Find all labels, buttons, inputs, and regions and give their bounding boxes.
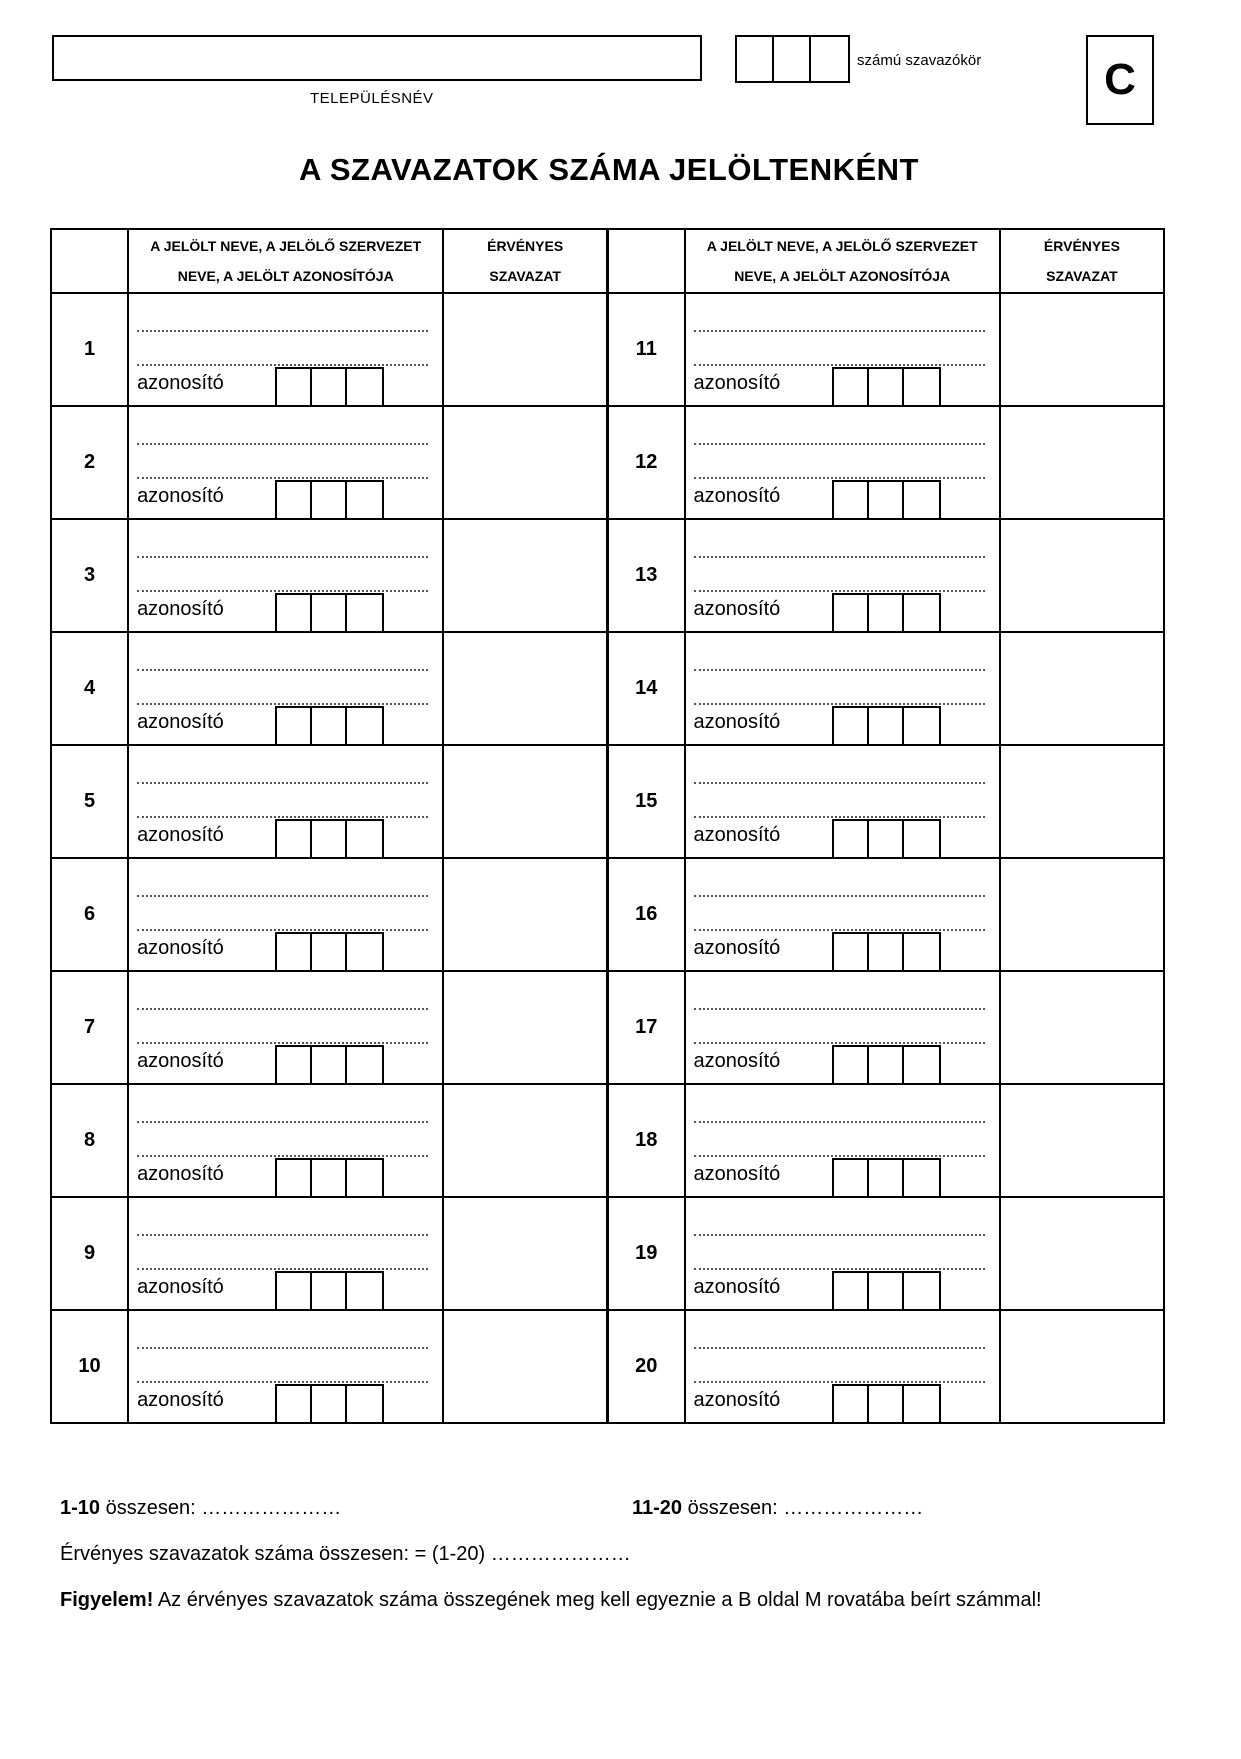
id-digit-box[interactable] [277,821,312,857]
valid-votes-cell[interactable] [443,1197,607,1310]
candidate-id-boxes[interactable] [275,819,384,857]
id-digit-box[interactable] [834,1273,869,1309]
valid-votes-cell[interactable] [443,971,607,1084]
candidate-number: 15 [607,745,684,858]
header-name-line1: A JELÖLT NEVE, A JELÖLŐ SZERVEZET [150,238,422,254]
candidate-number: 9 [51,1197,128,1310]
id-digit-box[interactable] [869,1386,904,1422]
candidate-number: 12 [607,406,684,519]
id-digit-box[interactable] [834,934,869,970]
candidate-number: 19 [607,1197,684,1310]
valid-votes-cell[interactable] [1000,632,1164,745]
valid-votes-cell[interactable] [1000,971,1164,1084]
id-digit-box[interactable] [312,1273,347,1309]
name-line[interactable] [694,1234,985,1236]
candidate-number: 7 [51,971,128,1084]
table-row [51,519,1164,632]
candidate-number: 11 [607,293,684,406]
id-digit-box[interactable] [869,369,904,405]
id-digit-box[interactable] [904,1273,939,1309]
candidate-number: 13 [607,519,684,632]
valid-votes-cell[interactable] [1000,1084,1164,1197]
header-name-line2: NEVE, A JELÖLT AZONOSÍTÓJA [177,268,394,284]
sum-1-10-field[interactable]: összesen: ………………… [100,1497,342,1519]
candidate-id-boxes[interactable] [832,932,941,970]
name-line[interactable] [694,1121,985,1123]
name-line[interactable] [694,1155,985,1157]
candidate-name-cell[interactable] [128,1197,443,1310]
id-digit-box[interactable] [312,1386,347,1422]
name-line[interactable] [137,703,428,705]
header-votes-line2: SZAVAZAT [489,268,561,284]
id-digit-box[interactable] [347,1386,382,1422]
id-label: azonosító [693,1389,781,1411]
id-digit-box[interactable] [312,821,347,857]
candidate-number: 6 [51,858,128,971]
id-label: azonosító [137,711,224,733]
id-digit-box[interactable] [904,1160,939,1196]
candidate-number: 5 [51,745,128,858]
table-row [51,1084,1164,1197]
table-row [51,293,1164,406]
name-line[interactable] [137,1155,428,1157]
district-digit-box[interactable] [811,37,848,81]
id-digit-box[interactable] [277,934,312,970]
valid-votes-cell[interactable] [1000,745,1164,858]
id-label: azonosító [137,372,224,394]
header-name-col [128,229,443,293]
candidate-number: 18 [607,1084,684,1197]
id-digit-box[interactable] [347,708,382,744]
candidate-name-cell[interactable] [128,519,443,632]
warning-note [60,1589,1042,1612]
candidate-number: 1 [51,293,128,406]
id-label: azonosító [693,1163,781,1185]
candidate-id-boxes[interactable] [832,1045,941,1083]
id-label: azonosító [137,1163,224,1185]
candidate-name-cell[interactable] [685,519,1000,632]
candidate-name-cell[interactable] [128,406,443,519]
id-digit-box[interactable] [347,482,382,518]
name-line[interactable] [694,1381,985,1383]
candidate-name-cell[interactable] [128,745,443,858]
id-label: azonosító [137,1276,224,1298]
id-digit-box[interactable] [277,1160,312,1196]
candidate-id-boxes[interactable] [275,1271,384,1309]
sum-1-10 [60,1497,341,1520]
valid-votes-cell[interactable] [443,632,607,745]
candidate-id-boxes[interactable] [275,1384,384,1422]
candidate-name-cell[interactable] [685,1084,1000,1197]
name-line[interactable] [137,477,428,479]
candidate-number: 3 [51,519,128,632]
id-label: azonosító [137,598,224,620]
candidate-name-cell[interactable] [685,632,1000,745]
valid-votes-cell[interactable] [443,1310,607,1423]
id-digit-box[interactable] [277,1047,312,1083]
header-votes-col [1000,229,1164,293]
id-digit-box[interactable] [869,595,904,631]
candidate-name-cell[interactable] [128,1310,443,1423]
id-digit-box[interactable] [277,708,312,744]
candidate-number: 14 [607,632,684,745]
candidate-id-boxes[interactable] [275,1158,384,1196]
id-digit-box[interactable] [347,1047,382,1083]
valid-votes-cell[interactable] [443,1084,607,1197]
name-line[interactable] [694,1008,985,1010]
candidate-id-boxes[interactable] [275,706,384,744]
id-digit-box[interactable] [347,1160,382,1196]
id-label: azonosító [137,485,224,507]
id-label: azonosító [693,937,781,959]
header-votes-line1: ÉRVÉNYES [1043,238,1120,254]
id-label: azonosító [693,711,781,733]
id-digit-box[interactable] [312,934,347,970]
candidate-id-boxes[interactable] [832,593,941,631]
candidate-name-cell[interactable] [128,293,443,406]
id-digit-box[interactable] [834,595,869,631]
candidate-name-cell[interactable] [128,858,443,971]
sum-11-20-label: 11-20 [632,1497,683,1519]
id-digit-box[interactable] [869,1273,904,1309]
candidate-name-cell[interactable] [685,293,1000,406]
id-digit-box[interactable] [904,1386,939,1422]
candidate-name-cell[interactable] [685,1197,1000,1310]
candidate-id-boxes[interactable] [275,593,384,631]
page-title: A SZAVAZATOK SZÁMA JELÖLTENKÉNT [299,152,919,187]
name-line[interactable] [137,782,428,784]
id-label: azonosító [137,937,224,959]
id-digit-box[interactable] [904,369,939,405]
name-line[interactable] [137,1347,428,1349]
candidate-name-cell[interactable] [685,1310,1000,1423]
candidate-name-cell[interactable] [128,971,443,1084]
name-line[interactable] [694,330,985,332]
header-votes-line2: SZAVAZAT [1046,268,1118,284]
table-row [51,632,1164,745]
name-line[interactable] [137,330,428,332]
header-name-line2: NEVE, A JELÖLT AZONOSÍTÓJA [734,268,951,284]
candidate-id-boxes[interactable] [275,480,384,518]
id-digit-box[interactable] [834,1047,869,1083]
id-digit-box[interactable] [834,482,869,518]
id-digit-box[interactable] [312,369,347,405]
name-line[interactable] [137,1042,428,1044]
name-line[interactable] [137,1381,428,1383]
valid-votes-cell[interactable] [1000,858,1164,971]
id-label: azonosító [693,1276,781,1298]
id-label: azonosító [693,372,781,394]
name-line[interactable] [137,556,428,558]
id-digit-box[interactable] [869,1160,904,1196]
id-digit-box[interactable] [904,821,939,857]
header-votes-line1: ÉRVÉNYES [487,238,564,254]
header-number-col [51,229,128,293]
id-digit-box[interactable] [277,595,312,631]
candidate-id-boxes[interactable] [832,819,941,857]
name-line[interactable] [137,1008,428,1010]
candidate-number: 8 [51,1084,128,1197]
town-name-field[interactable] [52,35,702,81]
id-digit-box[interactable] [347,821,382,857]
name-line[interactable] [694,364,985,366]
name-line[interactable] [137,1268,428,1270]
candidate-number: 4 [51,632,128,745]
candidate-name-cell[interactable] [685,971,1000,1084]
valid-votes-cell[interactable] [443,858,607,971]
district-label: számú szavazókör [857,52,982,69]
header-votes-col [443,229,607,293]
candidate-number: 20 [607,1310,684,1423]
id-label: azonosító [693,485,781,507]
id-label: azonosító [137,824,224,846]
id-digit-box[interactable] [904,708,939,744]
name-line[interactable] [694,929,985,931]
table-body [51,293,1164,1423]
id-digit-box[interactable] [277,1386,312,1422]
candidate-id-boxes[interactable] [832,367,941,405]
name-line[interactable] [694,1268,985,1270]
name-line[interactable] [137,1121,428,1123]
candidate-id-boxes[interactable] [832,1384,941,1422]
page-letter-box: C [1086,35,1154,125]
name-line[interactable] [694,1347,985,1349]
id-digit-box[interactable] [312,1160,347,1196]
id-label: azonosító [137,1050,224,1072]
name-line[interactable] [137,1234,428,1236]
id-digit-box[interactable] [312,1047,347,1083]
id-digit-box[interactable] [347,369,382,405]
header-name-line1: A JELÖLT NEVE, A JELÖLŐ SZERVEZET [706,238,978,254]
candidate-id-boxes[interactable] [832,1271,941,1309]
name-line[interactable] [694,556,985,558]
candidate-id-boxes[interactable] [832,706,941,744]
id-label: azonosító [137,1389,224,1411]
name-line[interactable] [694,443,985,445]
id-digit-box[interactable] [904,595,939,631]
id-digit-box[interactable] [869,482,904,518]
sum-11-20 [632,1497,923,1520]
id-digit-box[interactable] [834,708,869,744]
name-line[interactable] [694,1042,985,1044]
id-digit-box[interactable] [834,821,869,857]
candidate-number: 2 [51,406,128,519]
valid-votes-cell[interactable] [1000,519,1164,632]
town-name-label: TELEPÜLÉSNÉV [310,90,434,107]
district-digit-box[interactable] [737,37,774,81]
valid-votes-cell[interactable] [1000,293,1164,406]
valid-votes-cell[interactable] [1000,406,1164,519]
id-digit-box[interactable] [277,1273,312,1309]
name-line[interactable] [694,477,985,479]
name-line[interactable] [694,590,985,592]
candidate-number: 16 [607,858,684,971]
valid-votes-cell[interactable] [443,406,607,519]
id-digit-box[interactable] [869,934,904,970]
candidate-number: 10 [51,1310,128,1423]
name-line[interactable] [694,816,985,818]
candidate-id-boxes[interactable] [832,480,941,518]
valid-votes-cell[interactable] [1000,1310,1164,1423]
valid-votes-cell[interactable] [1000,1197,1164,1310]
candidate-votes-table [50,228,1165,1424]
id-digit-box[interactable] [277,482,312,518]
id-digit-box[interactable] [904,934,939,970]
valid-votes-cell[interactable] [443,745,607,858]
total-valid-votes[interactable]: Érvényes szavazatok száma összesen: = (1-20) ………………… [60,1543,631,1565]
id-label: azonosító [693,824,781,846]
table-header-row [51,229,1164,293]
header-name-col [685,229,1000,293]
valid-votes-cell[interactable] [443,293,607,406]
name-line[interactable] [137,816,428,818]
id-digit-box[interactable] [277,369,312,405]
candidate-id-boxes[interactable] [832,1158,941,1196]
table-row [51,858,1164,971]
valid-votes-cell[interactable] [443,519,607,632]
sum-1-10-label: 1-10 [60,1497,101,1519]
name-line[interactable] [137,590,428,592]
id-digit-box[interactable] [834,1386,869,1422]
id-label: azonosító [693,598,781,620]
id-digit-box[interactable] [869,1047,904,1083]
id-digit-box[interactable] [904,482,939,518]
name-line[interactable] [137,443,428,445]
district-digit-box[interactable] [774,37,811,81]
id-digit-box[interactable] [347,934,382,970]
candidate-id-boxes[interactable] [275,1045,384,1083]
name-line[interactable] [137,929,428,931]
name-line[interactable] [137,669,428,671]
name-line[interactable] [694,782,985,784]
name-line[interactable] [694,669,985,671]
candidate-number: 17 [607,971,684,1084]
id-digit-box[interactable] [347,1273,382,1309]
warning-label: Figyelem! [60,1589,154,1611]
id-digit-box[interactable] [904,1047,939,1083]
district-number-boxes[interactable] [735,35,850,83]
id-digit-box[interactable] [834,1160,869,1196]
table-row [51,1197,1164,1310]
id-label: azonosító [693,1050,781,1072]
table-row [51,971,1164,1084]
id-digit-box[interactable] [869,708,904,744]
id-digit-box[interactable] [312,482,347,518]
table-row [51,745,1164,858]
candidate-id-boxes[interactable] [275,932,384,970]
header-number-col [607,229,684,293]
name-line[interactable] [694,703,985,705]
name-line[interactable] [694,895,985,897]
table-row [51,1310,1164,1423]
table-row [51,406,1164,519]
id-digit-box[interactable] [312,708,347,744]
candidate-name-cell[interactable] [685,858,1000,971]
candidate-name-cell[interactable] [128,1084,443,1197]
candidate-name-cell[interactable] [685,745,1000,858]
warning-text: Az érvényes szavazatok száma összegének meg kell egyeznie a B oldal M rovatába beírt számmal! [153,1589,1042,1611]
candidate-name-cell[interactable] [685,406,1000,519]
candidate-id-boxes[interactable] [275,367,384,405]
id-digit-box[interactable] [869,821,904,857]
name-line[interactable] [137,364,428,366]
candidate-name-cell[interactable] [128,632,443,745]
sum-11-20-field[interactable]: összesen: ………………… [682,1497,924,1519]
id-digit-box[interactable] [347,595,382,631]
name-line[interactable] [137,895,428,897]
id-digit-box[interactable] [834,369,869,405]
id-digit-box[interactable] [312,595,347,631]
